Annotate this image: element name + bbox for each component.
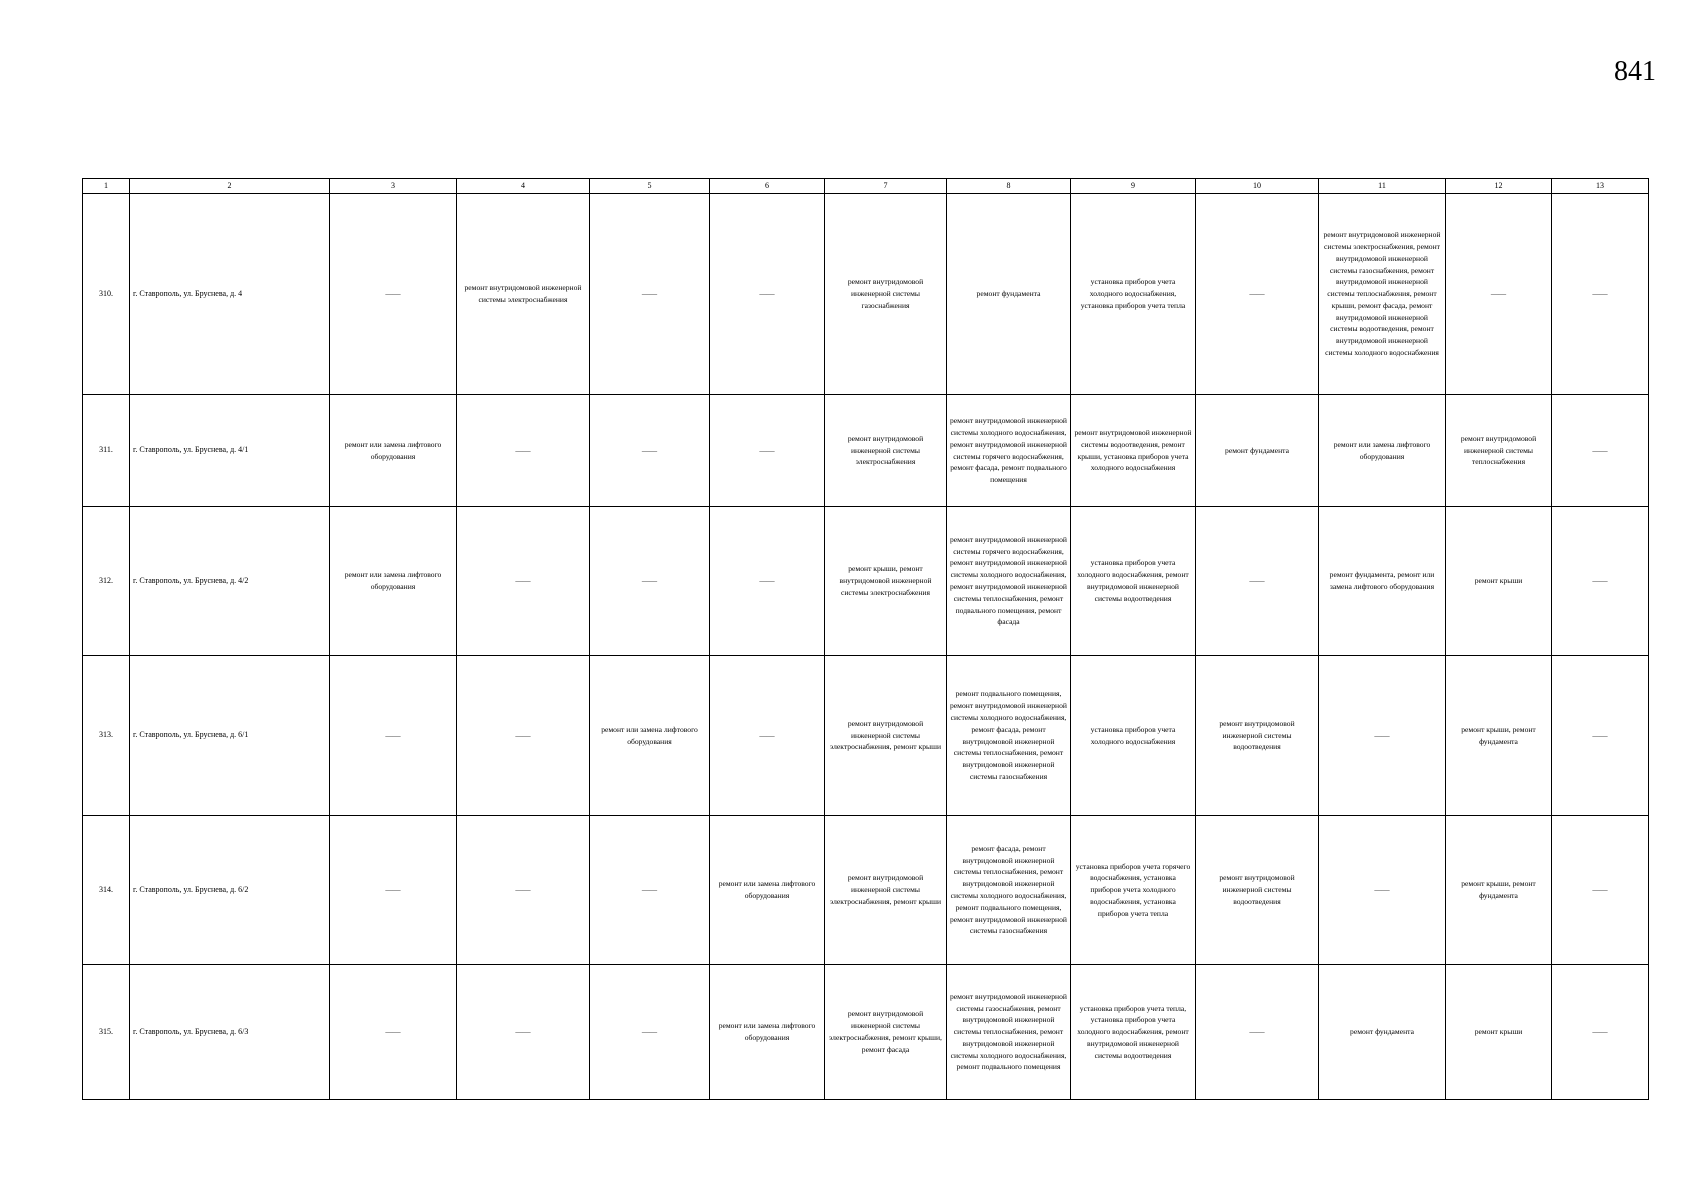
table-row — [83, 194, 1649, 395]
work-cell: —— — [330, 194, 457, 395]
work-cell: установка приборов учета тепла, установка приборов учета холодного водоснабжения, ремонт внутридомовой инженерной системы водоотведения — [1071, 965, 1196, 1100]
row-number: 314. — [83, 816, 130, 965]
work-cell: —— — [330, 816, 457, 965]
work-cell: —— — [1319, 816, 1446, 965]
work-cell: установка приборов учета холодного водоснабжения — [1071, 656, 1196, 816]
work-cell: ремонт внутридомовой инженерной системы горячего водоснабжения, ремонт внутридомовой инженерной системы холодного водоснабжения, ремонт внутридомовой инженерной системы теплоснабжения, ремонт подвального помещения, ремонт фасада — [947, 507, 1071, 656]
work-cell: ремонт внутридомовой инженерной системы электроснабжения, ремонт крыши — [825, 816, 947, 965]
repair-schedule-table — [82, 178, 1649, 1100]
address-cell: г. Ставрополь, ул. Бруснева, д. 6/2 — [130, 816, 330, 965]
work-cell: ремонт или замена лифтового оборудования — [590, 656, 710, 816]
work-cell: —— — [1552, 816, 1649, 965]
work-cell: ремонт крыши, ремонт фундамента — [1446, 656, 1552, 816]
work-cell: ремонт фундамента — [947, 194, 1071, 395]
work-cell: ремонт внутридомовой инженерной системы электроснабжения, ремонт внутридомовой инженерной системы газоснабжения, ремонт внутридомовой инженерной системы теплоснабжения, ремонт крыши, ремонт фасада, ремонт внутридомовой инженерной системы водоотведения, ремонт внутридомовой инженерной системы холодного водоснабжения — [1319, 194, 1446, 395]
address-cell: г. Ставрополь, ул. Бруснева, д. 4 — [130, 194, 330, 395]
work-cell: —— — [710, 656, 825, 816]
work-cell: ремонт крыши — [1446, 965, 1552, 1100]
column-number: 4 — [457, 179, 590, 194]
work-cell: ремонт внутридомовой инженерной системы газоснабжения, ремонт внутридомовой инженерной системы теплоснабжения, ремонт внутридомовой инженерной системы холодного водоснабжения, ремонт подвального помещения — [947, 965, 1071, 1100]
work-cell: ремонт внутридомовой инженерной системы водоотведения — [1196, 656, 1319, 816]
work-cell: ремонт внутридомовой инженерной системы электроснабжения — [457, 194, 590, 395]
work-cell: установка приборов учета горячего водоснабжения, установка приборов учета холодного водоснабжения, установка приборов учета тепла — [1071, 816, 1196, 965]
work-cell: установка приборов учета холодного водоснабжения, ремонт внутридомовой инженерной системы водоотведения — [1071, 507, 1196, 656]
work-cell: ремонт или замена лифтового оборудования — [330, 395, 457, 507]
work-cell: —— — [710, 194, 825, 395]
work-cell: —— — [1552, 965, 1649, 1100]
work-cell: —— — [457, 395, 590, 507]
work-cell: —— — [710, 395, 825, 507]
work-cell: —— — [590, 816, 710, 965]
table-row — [83, 395, 1649, 507]
table-row — [83, 507, 1649, 656]
table-row — [83, 965, 1649, 1100]
column-number: 13 — [1552, 179, 1649, 194]
work-cell: ремонт или замена лифтового оборудования — [330, 507, 457, 656]
work-cell: —— — [330, 965, 457, 1100]
table-row — [83, 816, 1649, 965]
work-cell: ремонт внутридомовой инженерной системы водоотведения — [1196, 816, 1319, 965]
column-number: 5 — [590, 179, 710, 194]
row-number: 310. — [83, 194, 130, 395]
work-cell: —— — [1446, 194, 1552, 395]
work-cell: ремонт фундамента, ремонт или замена лифтового оборудования — [1319, 507, 1446, 656]
work-cell: —— — [590, 395, 710, 507]
column-number: 10 — [1196, 179, 1319, 194]
work-cell: —— — [590, 194, 710, 395]
address-cell: г. Ставрополь, ул. Бруснева, д. 4/1 — [130, 395, 330, 507]
work-cell: ремонт фундамента — [1196, 395, 1319, 507]
work-cell: —— — [590, 965, 710, 1100]
column-number: 11 — [1319, 179, 1446, 194]
work-cell: —— — [1552, 507, 1649, 656]
address-cell: г. Ставрополь, ул. Бруснева, д. 6/1 — [130, 656, 330, 816]
work-cell: —— — [457, 507, 590, 656]
work-cell: установка приборов учета холодного водоснабжения, установка приборов учета тепла — [1071, 194, 1196, 395]
column-number: 12 — [1446, 179, 1552, 194]
work-cell: ремонт внутридомовой инженерной системы холодного водоснабжения, ремонт внутридомовой инженерной системы горячего водоснабжения, ремонт фасада, ремонт подвального помещения — [947, 395, 1071, 507]
work-cell: ремонт крыши, ремонт фундамента — [1446, 816, 1552, 965]
work-cell: —— — [1552, 395, 1649, 507]
work-cell: ремонт крыши, ремонт внутридомовой инженерной системы электроснабжения — [825, 507, 947, 656]
work-cell: —— — [590, 507, 710, 656]
work-cell: —— — [457, 965, 590, 1100]
column-number: 3 — [330, 179, 457, 194]
column-number: 2 — [130, 179, 330, 194]
work-cell: —— — [1552, 656, 1649, 816]
work-cell: —— — [1196, 965, 1319, 1100]
work-cell: ремонт или замена лифтового оборудования — [710, 816, 825, 965]
column-number: 1 — [83, 179, 130, 194]
work-cell: —— — [457, 656, 590, 816]
page-number: 841 — [1614, 56, 1656, 87]
work-cell: ремонт внутридомовой инженерной системы теплоснабжения — [1446, 395, 1552, 507]
row-number: 311. — [83, 395, 130, 507]
address-cell: г. Ставрополь, ул. Бруснева, д. 6/3 — [130, 965, 330, 1100]
work-cell: —— — [1319, 656, 1446, 816]
work-cell: ремонт фасада, ремонт внутридомовой инженерной системы теплоснабжения, ремонт внутридомовой инженерной системы холодного водоснабжения, ремонт подвального помещения, ремонт внутридомовой инженерной системы газоснабжения — [947, 816, 1071, 965]
column-number: 8 — [947, 179, 1071, 194]
column-number-row — [83, 179, 1649, 194]
table-row — [83, 656, 1649, 816]
work-cell: ремонт или замена лифтового оборудования — [710, 965, 825, 1100]
work-cell: —— — [1196, 507, 1319, 656]
row-number: 315. — [83, 965, 130, 1100]
column-number: 7 — [825, 179, 947, 194]
work-cell: —— — [1196, 194, 1319, 395]
row-number: 312. — [83, 507, 130, 656]
work-cell: —— — [710, 507, 825, 656]
work-cell: —— — [1552, 194, 1649, 395]
work-cell: ремонт крыши — [1446, 507, 1552, 656]
work-cell: ремонт внутридомовой инженерной системы газоснабжения — [825, 194, 947, 395]
row-number: 313. — [83, 656, 130, 816]
column-number: 6 — [710, 179, 825, 194]
work-cell: ремонт или замена лифтового оборудования — [1319, 395, 1446, 507]
work-cell: —— — [330, 656, 457, 816]
work-cell: ремонт фундамента — [1319, 965, 1446, 1100]
work-cell: ремонт подвального помещения, ремонт внутридомовой инженерной системы холодного водоснабжения, ремонт фасада, ремонт внутридомовой инженерной системы теплоснабжения, ремонт внутридомовой инженерной системы газоснабжения — [947, 656, 1071, 816]
column-number: 9 — [1071, 179, 1196, 194]
work-cell: —— — [457, 816, 590, 965]
work-cell: ремонт внутридомовой инженерной системы электроснабжения, ремонт крыши — [825, 656, 947, 816]
work-cell: ремонт внутридомовой инженерной системы электроснабжения, ремонт крыши, ремонт фасада — [825, 965, 947, 1100]
work-cell: ремонт внутридомовой инженерной системы электроснабжения — [825, 395, 947, 507]
address-cell: г. Ставрополь, ул. Бруснева, д. 4/2 — [130, 507, 330, 656]
work-cell: ремонт внутридомовой инженерной системы водоотведения, ремонт крыши, установка приборов учета холодного водоснабжения — [1071, 395, 1196, 507]
